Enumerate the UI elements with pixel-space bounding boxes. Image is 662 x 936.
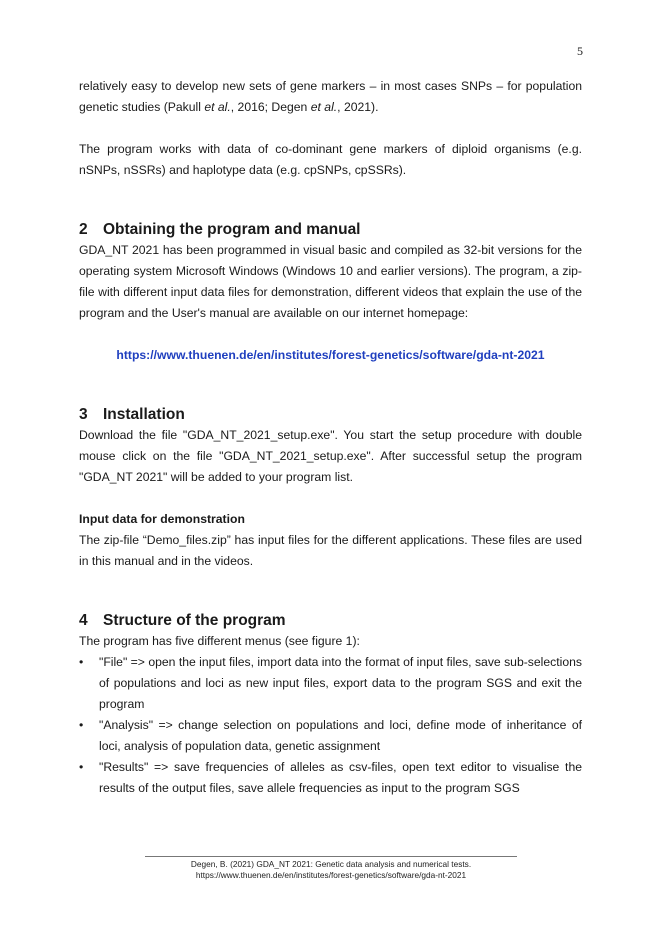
homepage-link[interactable]: https://www.thuenen.de/en/institutes/forest-genetics/software/gda-nt-2021 bbox=[116, 348, 545, 362]
section-4-number: 4 bbox=[79, 612, 88, 629]
list-item bbox=[79, 757, 582, 799]
footer bbox=[120, 859, 542, 880]
demo-data-body: The zip-file “Demo_files.zip” has input files for the different applications. These files are used in this manual and in the videos. bbox=[79, 533, 582, 568]
section-3-number: 3 bbox=[79, 406, 88, 423]
section-2-title: Obtaining the program and manual bbox=[103, 221, 361, 238]
intro-p1-text-a: relatively easy to develop new sets of gene markers – in most cases SNPs – for population genetic studies (Pakull bbox=[79, 79, 582, 114]
footer-divider bbox=[145, 856, 517, 857]
section-2-body: GDA_NT 2021 has been programmed in visual basic and compiled as 32-bit versions for the operating system Microsoft Windows (Windows 10 and earlier versions). The program, a zip-file with different input data files for demonstration, different videos that explain the use of the program and the User's manual are available on our internet homepage: bbox=[79, 243, 582, 320]
section-4-title: Structure of the program bbox=[103, 612, 286, 629]
footer-citation: Degen, B. (2021) GDA_NT 2021: Genetic data analysis and numerical tests. bbox=[190, 859, 472, 869]
intro-p1-etal-1: et al. bbox=[204, 100, 231, 114]
list-item-text: "File" => open the input files, import data into the format of input files, save sub-selections of populations and loci as new input files, export data to the program SGS and exit the program bbox=[99, 655, 582, 711]
section-3-title: Installation bbox=[103, 406, 185, 423]
list-item bbox=[79, 715, 582, 757]
intro-p1-etal-2: et al. bbox=[310, 100, 338, 114]
bullet: • bbox=[79, 655, 84, 669]
page-content bbox=[79, 76, 582, 799]
intro-p1-text-b: , 2016; Degen bbox=[230, 100, 311, 114]
list-item bbox=[79, 652, 582, 715]
menu-list bbox=[79, 652, 582, 799]
section-2-heading bbox=[79, 220, 582, 240]
intro-paragraph-1 bbox=[79, 76, 582, 118]
list-item-text: "Results" => save frequencies of alleles as csv-files, open text editor to visualise the results of the output files, save allele frequencies as input to the program SGS bbox=[99, 760, 582, 795]
section-3-body: Download the file "GDA_NT_2021_setup.exe". You start the setup procedure with double mouse click on the file "GDA_NT_2021_setup.exe". After successful setup the program "GDA_NT 2021" will be added to your program list. bbox=[79, 428, 582, 484]
section-4-intro: The program has five different menus (see figure 1): bbox=[79, 634, 360, 648]
section-2-number: 2 bbox=[79, 221, 88, 238]
intro-paragraph-2: The program works with data of co-dominant gene markers of diploid organisms (e.g. nSNPs, nSSRs) and haplotype data (e.g. cpSNPs, cpSSRs). bbox=[79, 142, 582, 177]
section-3-heading bbox=[79, 405, 582, 425]
section-4-heading bbox=[79, 611, 582, 631]
bullet: • bbox=[79, 718, 84, 732]
list-item-text: "Analysis" => change selection on populations and loci, define mode of inheritance of loci, analysis of population data, genetic assignment bbox=[99, 718, 582, 753]
page-number: 5 bbox=[577, 44, 583, 58]
demo-data-subheading: Input data for demonstration bbox=[79, 512, 245, 526]
bullet: • bbox=[79, 760, 84, 774]
footer-url: https://www.thuenen.de/en/institutes/forest-genetics/software/gda-nt-2021 bbox=[195, 869, 467, 880]
intro-p1-text-c: , 2021). bbox=[337, 100, 379, 114]
